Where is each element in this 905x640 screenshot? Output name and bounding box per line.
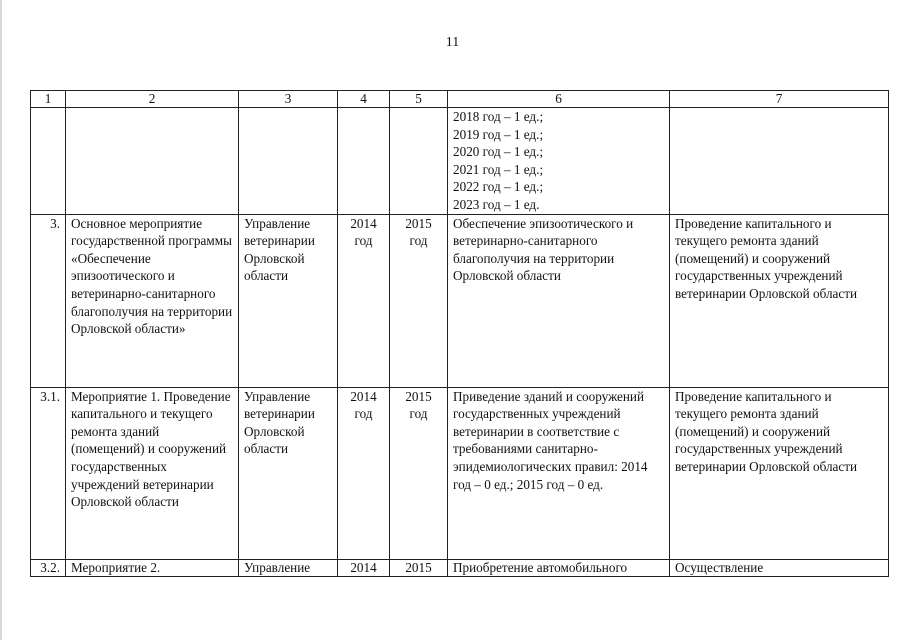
table-row <box>31 387 889 559</box>
header-row <box>31 91 889 108</box>
row-activity-name: Основное мероприятие государственной программы «Обеспечение эпизоотического и ветеринарно-санитарного благополучия на территории Орловской области» <box>66 214 239 387</box>
result-line: 2022 год – 1 ед.; <box>453 179 544 195</box>
program-table <box>30 90 889 577</box>
cell-empty <box>390 108 448 215</box>
row-activity-name: Мероприятие 2. <box>66 559 239 576</box>
row-activity-name: Мероприятие 1. Проведение капитального и текущего ремонта зданий (помещений) и сооружений государственных учреждений ветеринарии Орловской области <box>66 387 239 559</box>
cell-empty <box>31 108 66 215</box>
result-line: 2019 год – 1 ед.; <box>453 126 544 142</box>
result-line: 2023 год – 1 ед. <box>453 196 540 212</box>
row-start-year: 2014 год <box>338 214 390 387</box>
row-main-activities: Осуществление <box>670 559 889 576</box>
result-line: 2020 год – 1 ед.; <box>453 144 544 160</box>
row-number: 3.1. <box>31 387 66 559</box>
header-col-1: 1 <box>31 91 66 108</box>
row-start-year: 2014 год <box>338 387 390 559</box>
table-row <box>31 214 889 387</box>
cell-empty <box>239 108 338 215</box>
table-row <box>31 559 889 576</box>
page-left-edge <box>0 0 2 640</box>
header-col-2: 2 <box>66 91 239 108</box>
row-end-year: 2015 <box>390 559 448 576</box>
row-expected-result: Обеспечение эпизоотического и ветеринарно-санитарного благополучия на территории Орловской области <box>448 214 670 387</box>
result-line: 2018 год – 1 ед.; <box>453 109 544 124</box>
cell-empty <box>66 108 239 215</box>
row-end-year: 2015 год <box>390 214 448 387</box>
row-expected-result: Приведение зданий и сооружений государственных учреждений ветеринарии в соответствие с требованиями санитарно-эпидемиологических правил: 2014 год – 0 ед.; 2015 год – 0 ед. <box>448 387 670 559</box>
row-main-activities: Проведение капитального и текущего ремонта зданий (помещений) и сооружений государственных учреждений ветеринарии Орловской области <box>670 387 889 559</box>
header-col-7: 7 <box>670 91 889 108</box>
header-col-6: 6 <box>448 91 670 108</box>
row-number: 3. <box>31 214 66 387</box>
row-number: 3.2. <box>31 559 66 576</box>
table-row-continued <box>31 108 889 215</box>
header-col-4: 4 <box>338 91 390 108</box>
page-number: 11 <box>445 35 460 50</box>
header-col-5: 5 <box>390 91 448 108</box>
cell-result-continued <box>448 108 670 215</box>
cell-empty <box>670 108 889 215</box>
result-line: 2021 год – 1 ед.; <box>453 161 544 177</box>
row-executor: Управление <box>239 559 338 576</box>
row-executor: Управление ветеринарии Орловской области <box>239 214 338 387</box>
row-start-year: 2014 <box>338 559 390 576</box>
row-main-activities: Проведение капитального и текущего ремонта зданий (помещений) и сооружений государственных учреждений ветеринарии Орловской области <box>670 214 889 387</box>
row-executor: Управление ветеринарии Орловской области <box>239 387 338 559</box>
row-end-year: 2015 год <box>390 387 448 559</box>
row-expected-result: Приобретение автомобильного <box>448 559 670 576</box>
header-col-3: 3 <box>239 91 338 108</box>
cell-empty <box>338 108 390 215</box>
